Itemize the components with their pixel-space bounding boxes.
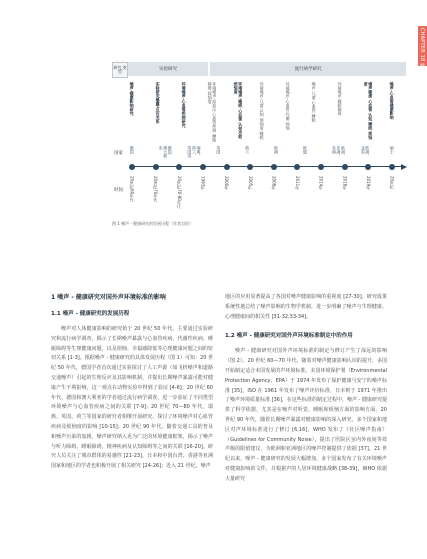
study-column-label: 噪声健康 心血管 认知 睡眠 烦恼度: [363, 82, 374, 140]
time-label: 2000年: [224, 176, 230, 191]
header-epi-study: 流行病学研究: [210, 62, 406, 76]
paragraph: 噪声对人体健康影响的研究始于 20 世纪 50 年代，主要通过实验研究和流行病学调查，揭示了长期噪声暴露与心血管疾病、代谢性疾病、睡眠障碍等生理健康问题，以及烦恼、幸福感降低等心理健康问题之间的密切关系 [1-3]。根据噪声 - 健康研究的具体发展历程（图 1）可知：20 世纪 50 年代，德国学者首次通过实验探讨了人工声源（如飞机噪声和道路交通噪声）引起的生理反应及其影响机制，并提出长期噪声暴露可能对健康产生不利影响，这一观点在动物实验中得到了验证 [4-6]；20 世纪 60 年代，德国和澳大利亚的学者通过流行病学调查，进一步验证了不同类型环境噪声与心血管疾病之间的关联 [7-9]；20 世纪 70—80 年代，瑞典、英国、荷兰等国家的研究者相继开展研究，探讨了环境噪声对心血管疾病及烦恼度的影响 [10-15]；20 世纪 90 年代，随着交通工具的普及和噪声污染的加剧，噪声研究纳入更为广泛的环境健康框架，揭示了噪声与听力障碍、睡眠障碍、精神疾病及认知障碍等之间的关联 [16-20]。研究人员关注了城市群体的易感性 [21-23]，日本和中国台湾、香港等亚洲国家和地区的学者也积极开展了相关研究 [24-26]；近入 21 世纪，噪声: [51, 326, 213, 470]
timeline-dot: [247, 164, 253, 170]
timeline-dot: [389, 164, 395, 170]
country-label: 欧洲、北美: [360, 146, 371, 158]
country-label: 欧盟: [302, 146, 308, 154]
time-label: 20世纪: [389, 176, 395, 190]
timeline-dot: [153, 164, 159, 170]
time-label: 20世纪70年代: [153, 176, 159, 203]
study-column-label: 环境噪声-心血管 代谢 烦恼: [285, 82, 291, 130]
timeline-dot: [224, 164, 230, 170]
figure-caption: 图 1 噪声 - 健康研究的发展历程（作者自绘）: [112, 221, 194, 226]
paragraph: 地区的应用显著提高了各国对噪声健康影响的重视度 [27-30]。研究成果系统性地总结了噪声影响的生物学机制，进一步明确了噪声与生理健康、心理健康间的相关性 [31-32,33-34]。: [225, 294, 387, 320]
subsection-heading-1-1: 1.1 噪声 - 健康研究的发展历程: [51, 311, 130, 317]
study-column-label: 环境噪声-睡眠障碍: [337, 82, 343, 116]
figure-header: [112, 62, 407, 78]
chapter-tab-label: CHAPTER 18 噪声标准: [419, 28, 425, 84]
time-label: 1993年: [200, 176, 206, 191]
timeline-dot: [318, 164, 324, 170]
header-study-type: 研究 类型: [112, 62, 128, 78]
time-label: 2018年: [342, 176, 348, 191]
time-label: 20世纪70-80年代: [176, 176, 182, 209]
timeline-line: [130, 166, 403, 167]
country-label: 英国: [216, 146, 222, 154]
left-text-column: [51, 293, 213, 472]
timeline-dot: [200, 164, 206, 170]
timeline-dot: [176, 164, 182, 170]
row-label-time: 时间: [114, 188, 123, 193]
timeline-dot: [342, 164, 348, 170]
study-column-label: 环境噪声-心血管疾病研究: [181, 82, 187, 128]
country-label: 瑞士: [389, 146, 395, 154]
history-figure: [112, 62, 407, 232]
country-label: 欧洲: [274, 146, 280, 154]
country-label: 欧洲、亚洲、美洲: [331, 146, 346, 158]
study-column-label: 噪声-健康影响研究: [129, 82, 135, 116]
study-column-label: 环境噪声-高血压 心血管疾病 睡眠障碍 烦恼度: [207, 82, 218, 142]
paragraph: 噪声 - 健康研究对国外声环境标准的制定与修订产生了深远的影响（图 2）。20 世纪 60—70 年代，随着对噪声健康影响认识的提升，多国开始制定适合本国发展的声环境标准。美国环境保护署（Environmental Protection Agency，EPA）于 1974 年发布了保护健康与安宁的噪声标准 [35]，ISO 在 1961 年发布了噪声评价标准，日本则于 1971 年推出了噪声环境质量标准 [36]，在这些标准的制定过程中，噪声 - 健康研究提供了科学依据，尤其是在噪声对听觉、睡眠和烦恼方面的影响方面。20 世纪 90 年代，随着长期噪声暴露对健康影响的深入研究，多个国家和地区对声环境标准进行了修订 [6,16]。WHO 发布了《社区噪声指南》（Guidelines for Community Noise），提出了医院区室内外夜间等效声级的限值建议，为欧洲和亚洲地区的噪声控制提供了依据 [37]。21 世纪以来，噪声 - 健康研究的发展大幅增加，多个国家发布了有关环境噪声对健康影响的文件，并根据声的人居环境健康战略 [38-39]，WHO 依据大量研究: [225, 348, 387, 482]
timeline-dot: [294, 164, 300, 170]
right-text-column: [225, 293, 387, 485]
time-label: 2005年: [247, 176, 253, 191]
study-column-label: 噪声-心血管健康影响: [389, 82, 395, 120]
timeline-dot: [271, 164, 277, 170]
timeline-arrow-icon: [401, 164, 407, 170]
time-label: 2019年: [365, 176, 371, 191]
country-label: 德国、澳大利亚: [158, 146, 173, 158]
study-column-label: 实验研究暴露-反应关系: [155, 82, 161, 124]
timeline-dot: [365, 164, 371, 170]
study-column-label: 噪声 儿童 心血管 睡眠: [311, 82, 317, 122]
subsection-heading-1-2: 1.2 噪声 - 健康研究对国外声环境标准制定中的作用: [225, 333, 353, 340]
time-label: 2014年: [318, 176, 324, 191]
country-label: 荷兰: [245, 146, 251, 154]
country-label: 瑞典、荷兰、英国等: [187, 146, 202, 158]
time-label: 20世纪60年代: [129, 176, 135, 203]
country-label: 德国: [129, 146, 135, 154]
study-column-label: 环境噪声-儿童 认知 烦恼度 睡眠: [259, 82, 265, 140]
time-label: 2008年: [271, 176, 277, 191]
row-label-country: 国家: [114, 151, 123, 156]
section-heading-1: 1 噪声 - 健康研究对国外声环境标准的影响: [51, 294, 166, 301]
header-lab-study: 实验研究: [128, 62, 208, 76]
timeline-dot: [129, 164, 135, 170]
time-label: 2011年: [295, 176, 301, 191]
timeline: [112, 162, 407, 172]
study-column-label: 环境噪声-睡眠 心血管 认知功能 烦恼度: [233, 82, 244, 139]
